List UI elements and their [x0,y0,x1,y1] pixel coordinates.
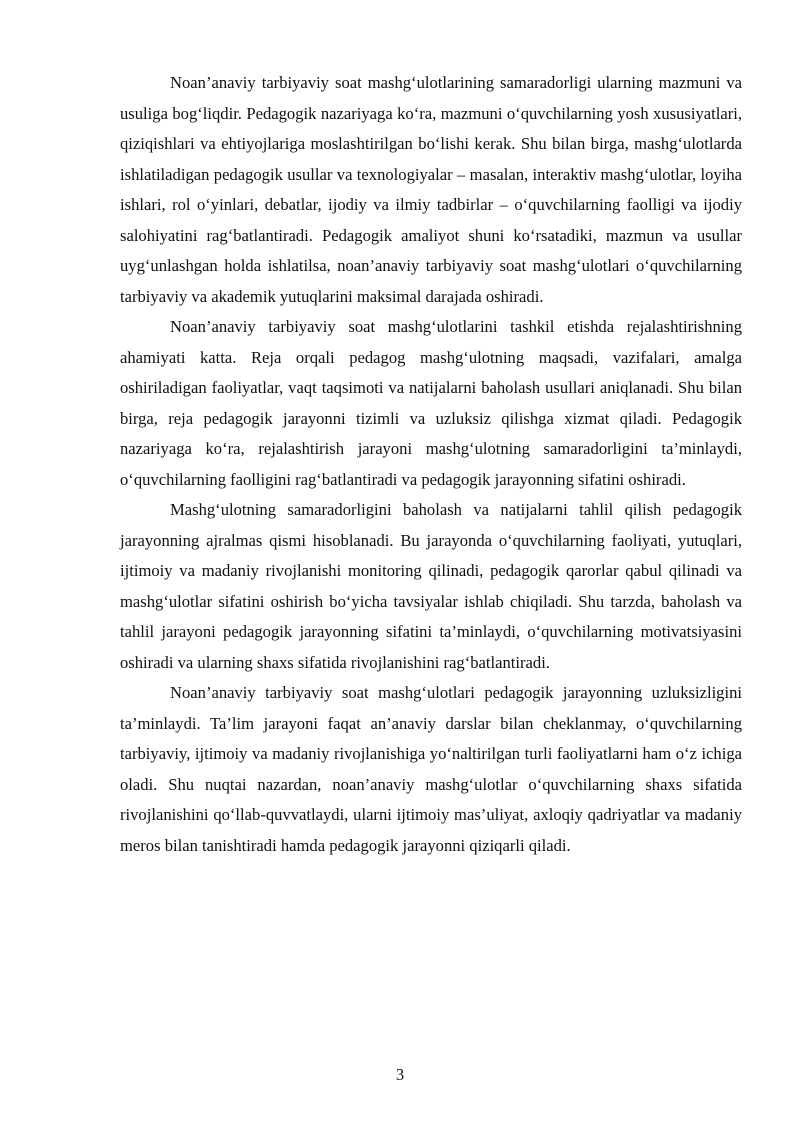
page-number: 3 [395,1065,405,1084]
paragraph-3: Mashg‘ulotning samaradorligini baholash va natijalarni tahlil qilish pedagogik jarayonning ajralmas qismi hisoblanadi. Bu jarayonda o‘quvchilarning faoliyati, yutuqlari, ijtimoiy va madaniy rivojlanishi monitoring qilinadi, pedagogik qarorlar qabul qilinadi va mashg‘ulotlar sifatini oshirish bo‘yicha tavsiyalar ishlab chiqiladi. Shu tarzda, baholash va tahlil jarayoni pedagogik jarayonning sifatini ta’minlaydi, o‘quvchilarning motivatsiyasini oshiradi va ularning shaxs sifatida rivojlanishini rag‘batlantiradi. [120,500,742,672]
paragraph-1: Noan’anaviy tarbiyaviy soat mashg‘ulotlarining samaradorligi ularning mazmuni va usuliga bog‘liqdir. Pedagogik nazariyaga ko‘ra, mazmuni o‘quvchilarning yosh xususiyatlari, qiziqishlari va ehtiyojlariga moslashtirilgan bo‘lishi kerak. Shu bilan birga, mashg‘ulotlarda ishlatiladigan pedagogik usullar va texnologiyalar – masalan, interaktiv mashg‘ulotlar, loyiha ishlari, rol o‘yinlari, debatlar, ijodiy va ilmiy tadbirlar – o‘quvchilarning faolligi va ijodiy salohiyatini rag‘batlantiradi. Pedagogik amaliyot shuni ko‘rsatadiki, mazmun va usullar uyg‘unlashgan holda ishlatilsa, noan’anaviy tarbiyaviy soat mashg‘ulotlari o‘quvchilarning tarbiyaviy va akademik yutuqlarini maksimal darajada oshiradi. [120,73,742,306]
paragraph-4: Noan’anaviy tarbiyaviy soat mashg‘ulotlari pedagogik jarayonning uzluksizligini ta’minlaydi. Ta’lim jarayoni faqat an’anaviy darslar bilan cheklanmay, o‘quvchilarning tarbiyaviy, ijtimoiy va madaniy rivojlanishiga yo‘naltirilgan turli faoliyatlarni ham o‘z ichiga oladi. Shu nuqtai nazardan, noan’anaviy mashg‘ulotlar o‘quvchilarning shaxs sifatida rivojlanishini qo‘llab-quvvatlaydi, ularni ijtimoiy mas’uliyat, axloqiy qadriyatlar va madaniy meros bilan tanishtiradi hamda pedagogik jarayonni qiziqarli qiladi. [120,683,742,855]
document-body [120,68,742,861]
paragraph-2: Noan’anaviy tarbiyaviy soat mashg‘ulotlarini tashkil etishda rejalashtirishning ahamiyati katta. Reja orqali pedagog mashg‘ulotning maqsadi, vazifalari, amalga oshiriladigan faoliyatlar, vaqt taqsimoti va natijalarni baholash usullari aniqlanadi. Shu bilan birga, reja pedagogik jarayonni tizimli va uzluksiz qilishga xizmat qiladi. Pedagogik nazariyaga ko‘ra, rejalashtirish jarayoni mashg‘ulotning samaradorligini ta’minlaydi, o‘quvchilarning faolligini rag‘batlantiradi va pedagogik jarayonning sifatini oshiradi. [120,317,742,489]
